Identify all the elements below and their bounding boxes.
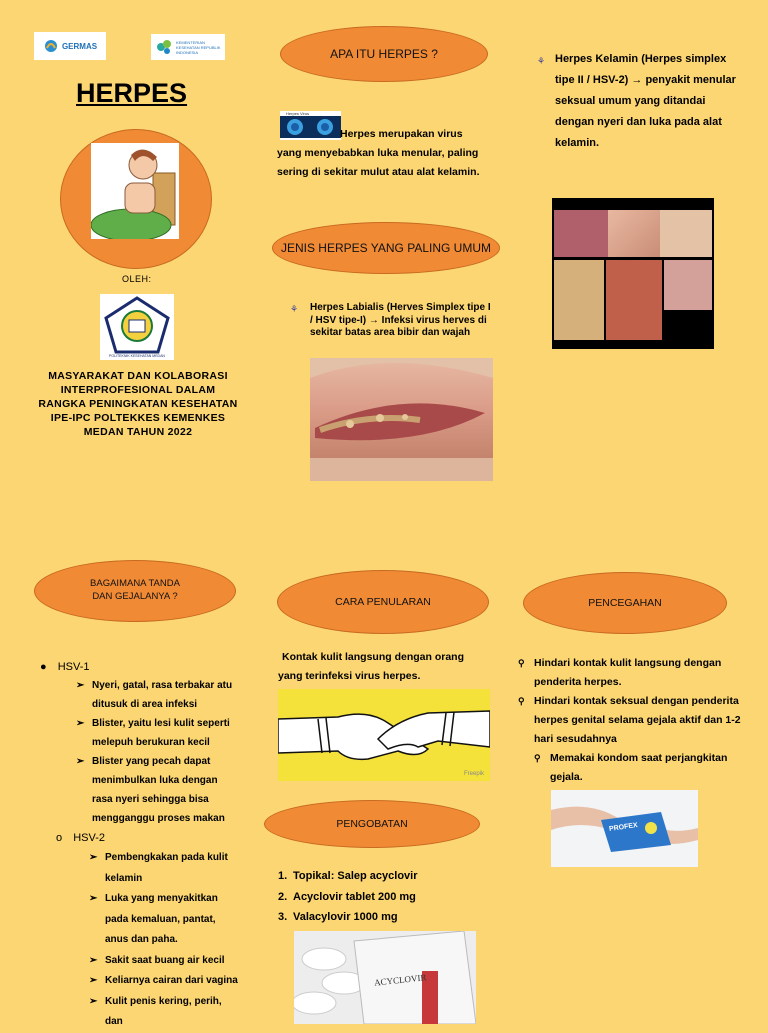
tanda-heading	[34, 560, 236, 622]
hsv2-item-text: Sakit saat buang air kecil	[105, 954, 225, 966]
hsv1-item: ➢ Nyeri, gatal, rasa terbakar atu ditusuk di area infeksi	[76, 676, 238, 714]
pengobatan-heading: PENGOBATAN	[264, 800, 480, 848]
penularan-heading: CARA PENULARAN	[277, 570, 489, 634]
hsv1-item-text: Blister, yaitu lesi kulit seperti melepuh berukuran kecil	[92, 718, 230, 748]
pengobatan-item: 1. Topikal: Salep acyclovir	[278, 870, 418, 882]
pencegahan-item	[518, 654, 748, 692]
tanda-list	[40, 658, 240, 1033]
pin-bullet-icon: ⚲	[534, 753, 541, 763]
sick-person-illustration	[91, 143, 179, 239]
penularan-body: Kontak kulit langsung dengan orang yang terinfeksi virus herpes.	[278, 651, 465, 682]
handshake-watermark: Freepik	[463, 771, 484, 777]
kemenkes-logo	[151, 34, 225, 60]
hsv1-bullet-icon: ●	[40, 661, 47, 673]
kelamin-bullet-icon: ⚘	[537, 56, 546, 66]
labialis-text: Herpes Labialis (Herves Simplex tipe I / HSV tipe-I) → Infeksi virus herves di sekitar batas area bibir dan wajah	[310, 302, 491, 338]
handshake-illustration	[278, 689, 490, 781]
herpes-genital-photo-grid	[552, 198, 714, 349]
poltekkes-seal	[100, 294, 174, 360]
labialis-bullet-icon: ⚘	[290, 304, 299, 314]
apa-itu-body	[277, 125, 482, 182]
hsv2-item-text: Pembengkakan pada kulit kelamin	[105, 852, 228, 884]
germas-logo-text: GERMAS	[61, 41, 98, 51]
acyclovir-box-label: ACYCLOVIR	[373, 972, 427, 988]
pengobatan-list	[278, 866, 478, 928]
germas-emblem-icon	[43, 38, 59, 54]
pin-bullet-icon: ⚲	[518, 658, 525, 668]
hsv1-label: HSV-1	[57, 661, 90, 673]
pencegahan-item	[534, 749, 748, 787]
herpes-labialis-photo	[310, 358, 493, 481]
pencegahan-heading: PENCEGAHAN	[523, 572, 727, 634]
tanda-heading-text: BAGAIMANA TANDA DAN GEJALANYA ?	[90, 578, 180, 602]
hsv2-item: ➢ Kulit penis kering, perih, dan	[89, 992, 239, 1033]
hsv2-item-text: Luka yang menyakitkan pada kemaluan, pantat, anus dan paha.	[105, 893, 218, 945]
pengobatan-item: 2. Acyclovir tablet 200 mg	[278, 890, 416, 903]
hsv1-item-text: Nyeri, gatal, rasa terbakar atu ditusuk di area infeksi	[92, 680, 233, 710]
hsv2-item-text: Keliarnya cairan dari vagina	[105, 975, 238, 986]
hsv1-item: ➢ Blister, yaitu lesi kulit seperti melepuh berukuran kecil	[76, 714, 238, 752]
condom-product-photo	[551, 790, 698, 867]
hsv2-item: ➢ Sakit saat buang air kecil	[89, 951, 239, 972]
hsv2-item: ➢ Pembengkakan pada kulit kelamin	[89, 848, 239, 889]
hsv2-label: HSV-2	[73, 832, 105, 844]
pengobatan-item-text: Acyclovir tablet 200 mg	[293, 890, 416, 903]
pengobatan-item: 3. Valacylovir 1000 mg	[278, 911, 398, 923]
organizer-text: MASYARAKAT DAN KOLABORASI INTERPROFESIONAL DALAM RANGKA PENINGKATAN KESEHATAN IPE-IPC POLTEKKES KEMENKES MEDAN TAHUN 2022	[38, 370, 238, 438]
hsv2-item: ➢ Keliarnya cairan dari vagina	[89, 971, 239, 992]
hsv1-item: ➢ Blister yang pecah dapat menimbulkan luka dengan rasa nyeri sehingga bisa mengganggu proses makan	[76, 752, 238, 828]
pengobatan-item-text: Valacylovir 1000 mg	[293, 911, 398, 923]
hsv1-item-text: Blister yang pecah dapat menimbulkan luka dengan rasa nyeri sehingga bisa mengganggu proses makan	[92, 756, 225, 824]
jenis-heading: JENIS HERPES YANG PALING UMUM	[272, 222, 500, 274]
pencegahan-item-text: Memakai kondom saat perjangkitan gejala.	[550, 752, 728, 783]
page-title: HERPES	[76, 78, 188, 108]
apa-itu-heading: APA ITU HERPES ?	[280, 26, 488, 82]
kelamin-text: Herpes Kelamin (Herpes simplex tipe II / HSV-2) → penyakit menular seksual umum yang ditandai dengan nyeri dan luka pada alat kelamin.	[555, 53, 736, 149]
pencegahan-list	[518, 654, 748, 787]
condom-product-label: PROFEX	[608, 822, 639, 833]
pin-bullet-icon: ⚲	[518, 696, 525, 706]
pencegahan-item-text: Hindari kontak seksual dengan penderita herpes genital selama gejala aktif dan 1-2 hari sesudahnya	[534, 695, 741, 745]
kemenkes-logo-text: KEMENTERIAN KESEHATAN REPUBLIK INDONESIA	[176, 39, 221, 55]
pengobatan-item-text: Topikal: Salep acyclovir	[293, 870, 418, 882]
hsv2-bullet-icon: o	[56, 832, 63, 844]
apa-itu-body-text: Herpes merupakan virus yang menyebabkan luka menular, paling sering di sekitar mulut atau alat kelamin.	[277, 128, 480, 178]
pencegahan-item-text: Hindari kontak kulit langsung dengan penderita herpes.	[534, 657, 722, 688]
kemenkes-emblem-icon	[154, 37, 174, 57]
oleh-label: OLEH:	[122, 274, 152, 284]
hsv2-item-text: Kulit penis kering, perih, dan	[105, 995, 222, 1027]
germas-logo	[34, 32, 106, 60]
virus-image-caption: Herpes Virus	[286, 111, 310, 116]
seal-caption: POLITEKNIK KESEHATAN MEDAN	[109, 354, 165, 358]
hsv2-item: ➢ Luka yang menyakitkan pada kemaluan, pantat, anus dan paha.	[89, 889, 239, 951]
pencegahan-item	[518, 692, 748, 749]
acyclovir-product-photo	[294, 931, 476, 1024]
